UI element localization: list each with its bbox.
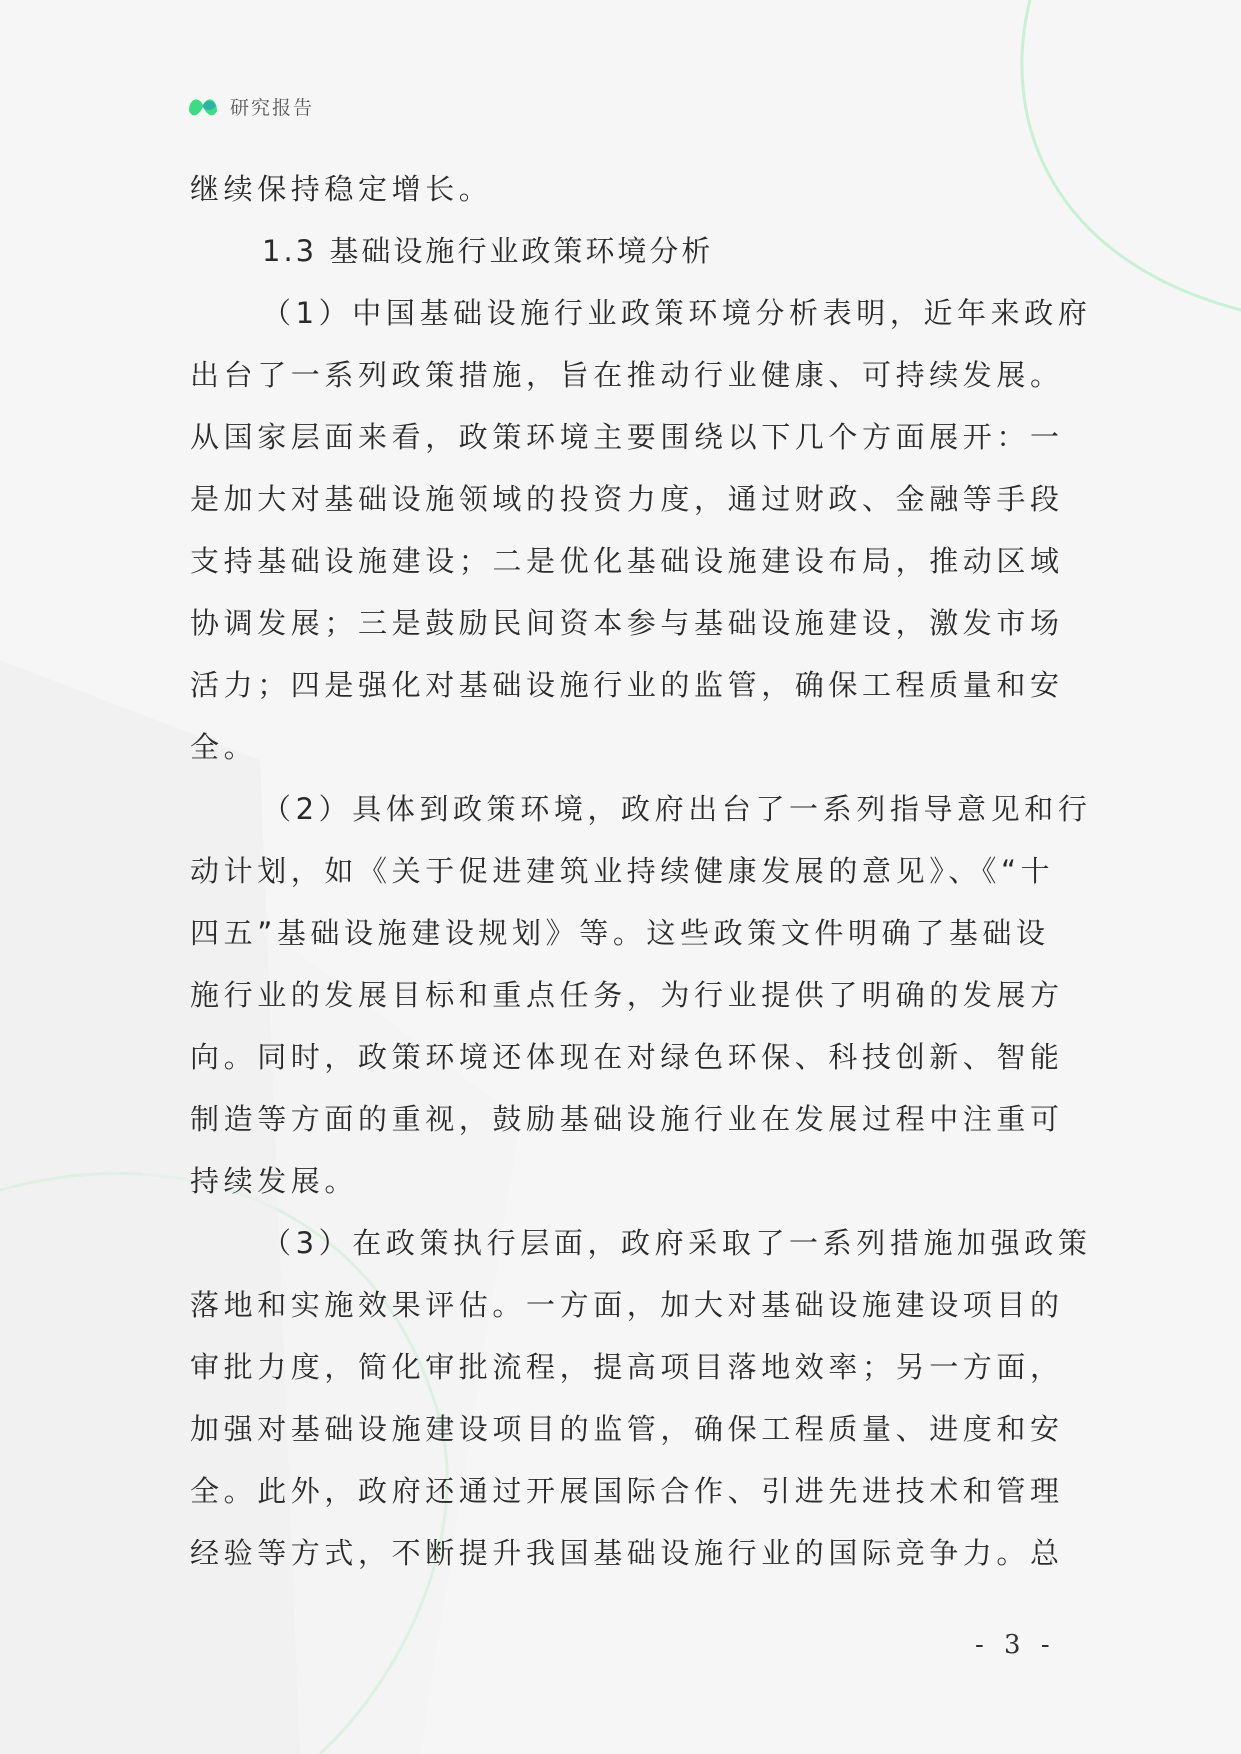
text-line: （3）在政策执行层面，政府采取了一系列措施加强政策	[262, 1226, 1092, 1260]
document-body	[190, 158, 1092, 1584]
text-line: 从国家层面来看，政策环境主要围绕以下几个方面展开：一	[190, 420, 1064, 454]
text-line: 落地和实施效果评估。一方面，加大对基础设施建设项目的	[190, 1288, 1064, 1322]
text-line: 出台了一系列政策措施，旨在推动行业健康、可持续发展。	[190, 358, 1064, 392]
text-line: 施行业的发展目标和重点任务，为行业提供了明确的发展方	[190, 978, 1064, 1012]
text-line: 动计划，如《关于促进建筑业持续健康发展的意见》、《“十	[190, 854, 1055, 888]
text-line: 继续保持稳定增长。	[190, 172, 493, 206]
document-header	[186, 88, 314, 124]
text-line: 经验等方式，不断提升我国基础设施行业的国际竞争力。总	[190, 1536, 1064, 1570]
text-line: 全。	[190, 730, 258, 764]
page-number: - 3 -	[975, 1630, 1056, 1660]
brand-logo-icon	[186, 91, 220, 121]
text-line: 加强对基础设施建设项目的监管，确保工程质量、进度和安	[190, 1412, 1064, 1446]
text-line: （1）中国基础设施行业政策环境分析表明，近年来政府	[262, 296, 1092, 330]
text-line: 协调发展；三是鼓励民间资本参与基础设施建设，激发市场	[190, 606, 1064, 640]
text-line: 向。同时，政策环境还体现在对绿色环保、科技创新、智能	[190, 1040, 1064, 1074]
section-heading: 1.3 基础设施行业政策环境分析	[262, 234, 714, 268]
text-line: 全。此外，政府还通过开展国际合作、引进先进技术和管理	[190, 1474, 1064, 1508]
text-line: 是加大对基础设施领域的投资力度，通过财政、金融等手段	[190, 482, 1064, 516]
text-line: 制造等方面的重视，鼓励基础设施行业在发展过程中注重可	[190, 1102, 1064, 1136]
text-line: 持续发展。	[190, 1164, 359, 1198]
text-line: （2）具体到政策环境，政府出台了一系列指导意见和行	[262, 792, 1092, 826]
text-line: 审批力度，简化审批流程，提高项目落地效率；另一方面，	[190, 1350, 1064, 1384]
text-line: 活力；四是强化对基础设施行业的监管，确保工程质量和安	[190, 668, 1064, 702]
text-line: 四五”基础设施建设规划》等。这些政策文件明确了基础设	[190, 916, 1050, 950]
header-title: 研究报告	[230, 96, 315, 119]
text-line: 支持基础设施建设；二是优化基础设施建设布局，推动区域	[190, 544, 1064, 578]
